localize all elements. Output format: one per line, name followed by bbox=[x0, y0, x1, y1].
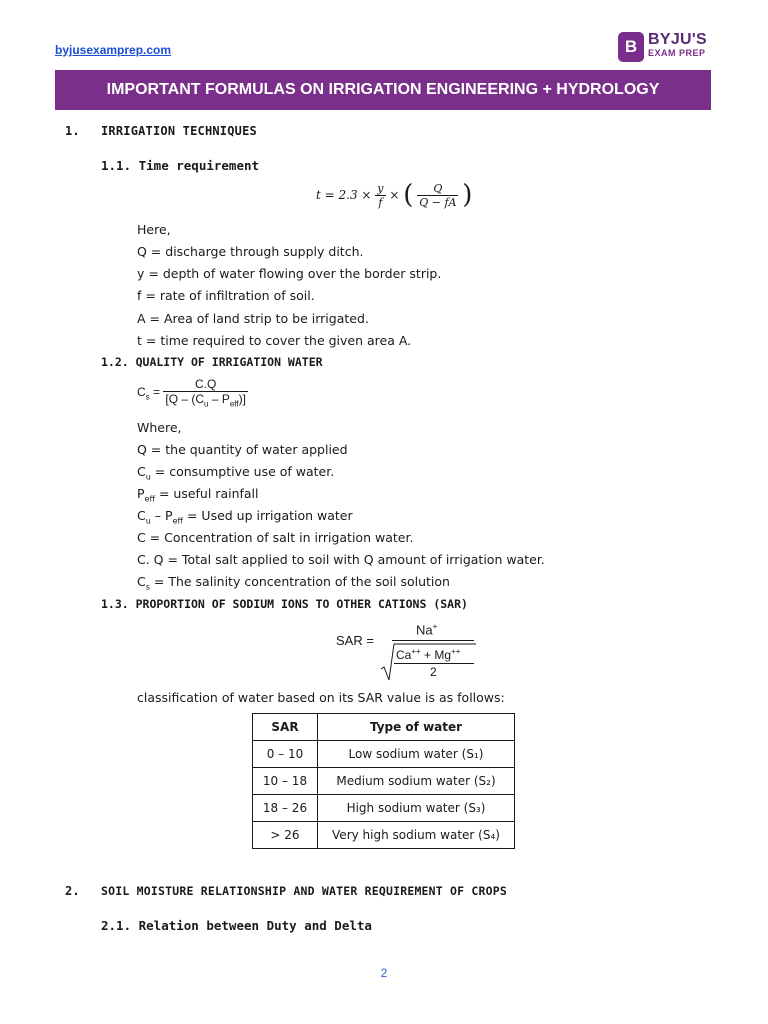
definition-t: t = time required to cover the given area A. bbox=[137, 333, 412, 348]
where-label: Where, bbox=[137, 420, 182, 435]
fraction-y-over-f bbox=[375, 182, 385, 209]
section-1-title: IRRIGATION TECHNIQUES bbox=[101, 124, 257, 138]
sar-range-cell: 10 – 18 bbox=[253, 768, 318, 795]
sar-inner-numerator: Ca++ + Mg++ bbox=[396, 647, 461, 662]
time-requirement-formula bbox=[316, 180, 472, 210]
section-2-title: SOIL MOISTURE RELATIONSHIP AND WATER REQUIREMENT OF CROPS bbox=[101, 884, 508, 898]
logo-line-2: EXAM PREP bbox=[648, 48, 706, 58]
section-2-number: 2. bbox=[65, 884, 80, 898]
sar-inner-bar bbox=[394, 663, 474, 664]
definition-peff: $P_{eff}$ = useful rainfall bbox=[137, 486, 259, 504]
water-type-cell: High sodium water (S₃) bbox=[318, 795, 515, 822]
fraction-q-over-q-minus-fa bbox=[417, 182, 458, 209]
times-sign: × bbox=[389, 188, 400, 202]
definition-cs: $C_s$ = The salinity concentration of the soil solution bbox=[137, 574, 450, 592]
definition-cu: $C_u$ = consumptive use of water. bbox=[137, 464, 335, 482]
formula-lhs: $C_s$ = bbox=[137, 384, 161, 401]
table-row bbox=[253, 768, 515, 795]
formula-lhs: t = 2.3 × bbox=[316, 188, 372, 202]
water-type-cell: Medium sodium water (S₂) bbox=[318, 768, 515, 795]
subsection-1-1-heading: 1.1. Time requirement bbox=[101, 158, 260, 173]
page-title-banner: IMPORTANT FORMULAS ON IRRIGATION ENGINEERING + HYDROLOGY bbox=[55, 70, 711, 110]
logo-line-1: BYJU'S bbox=[648, 31, 707, 48]
sar-classification-table bbox=[252, 713, 515, 849]
table-row bbox=[253, 822, 515, 849]
definition-f: f = rate of infiltration of soil. bbox=[137, 288, 315, 303]
close-paren: ) bbox=[462, 180, 473, 210]
water-type-cell: Very high sodium water (S₄) bbox=[318, 822, 515, 849]
fraction-denominator: Q − fA bbox=[419, 195, 457, 209]
definition-q-applied: Q = the quantity of water applied bbox=[137, 442, 348, 457]
definition-c: C = Concentration of salt in irrigation water. bbox=[137, 530, 414, 545]
subsection-2-1-heading: 2.1. Relation between Duty and Delta bbox=[101, 918, 372, 933]
site-link[interactable]: byjusexamprep.com bbox=[55, 43, 172, 57]
salinity-fraction bbox=[163, 377, 248, 408]
sar-range-cell: 0 – 10 bbox=[253, 741, 318, 768]
fraction-numerator: Q bbox=[433, 181, 443, 195]
definition-q: Q = discharge through supply ditch. bbox=[137, 244, 364, 259]
here-label: Here, bbox=[137, 222, 171, 237]
logo-b-icon: B bbox=[618, 32, 644, 62]
formula-lhs: SAR = bbox=[336, 633, 374, 648]
table-row bbox=[253, 795, 515, 822]
water-type-cell: Low sodium water (S₁) bbox=[318, 741, 515, 768]
page-number: 2 bbox=[380, 966, 388, 980]
subsection-1-3-heading: 1.3. PROPORTION OF SODIUM IONS TO OTHER CATIONS (SAR) bbox=[101, 597, 468, 611]
definition-cq: C. Q = Total salt applied to soil with Q amount of irrigation water. bbox=[137, 552, 545, 567]
fraction-denominator: f bbox=[375, 195, 385, 209]
fraction-denominator: $[Q - (C_u - P_{eff})]$ bbox=[165, 392, 246, 409]
subsection-1-2-heading: 1.2. QUALITY OF IRRIGATION WATER bbox=[101, 355, 323, 369]
brand-logo bbox=[618, 30, 718, 64]
fraction-numerator: y bbox=[377, 181, 384, 195]
sar-numerator: Na+ bbox=[416, 622, 438, 638]
sar-inner-denominator: 2 bbox=[430, 665, 437, 679]
open-paren: ( bbox=[403, 180, 414, 210]
sar-classification-intro: classification of water based on its SAR value is as follows: bbox=[137, 690, 505, 705]
table-row bbox=[253, 741, 515, 768]
sar-range-cell: > 26 bbox=[253, 822, 318, 849]
section-1-number: 1. bbox=[65, 124, 80, 138]
definition-y: y = depth of water flowing over the border strip. bbox=[137, 266, 442, 281]
sar-range-cell: 18 – 26 bbox=[253, 795, 318, 822]
salinity-formula bbox=[137, 377, 248, 408]
table-header-sar: SAR bbox=[253, 714, 318, 741]
fraction-numerator: C.Q bbox=[194, 377, 217, 391]
logo-text bbox=[648, 31, 707, 59]
definition-a: A = Area of land strip to be irrigated. bbox=[137, 311, 369, 326]
table-header-row bbox=[253, 714, 515, 741]
sar-formula bbox=[336, 620, 486, 682]
definition-cu-minus-peff: $C_u - P_{eff}$ = Used up irrigation water bbox=[137, 508, 353, 526]
table-header-type: Type of water bbox=[318, 714, 515, 741]
sar-fraction-bar bbox=[392, 640, 474, 641]
